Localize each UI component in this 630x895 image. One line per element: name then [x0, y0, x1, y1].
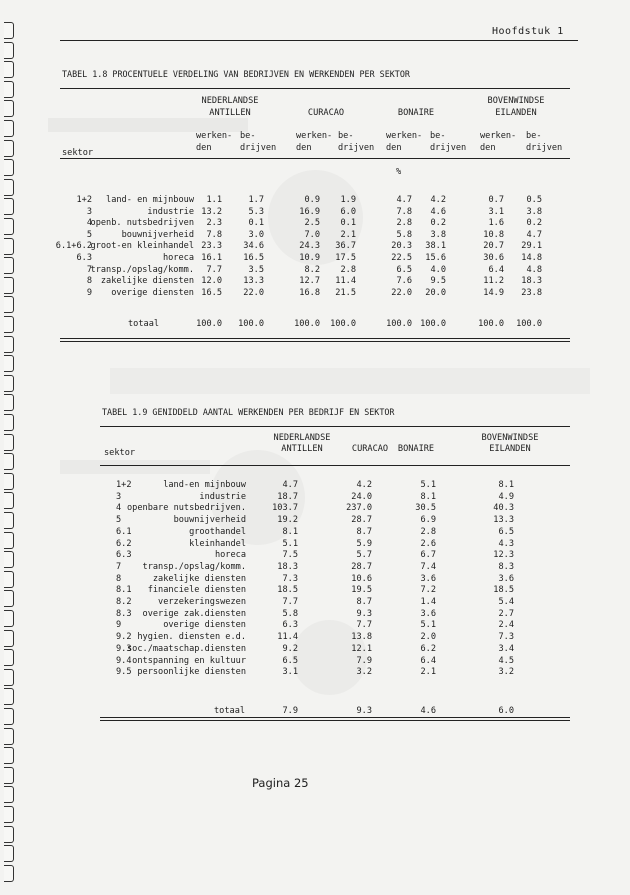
chapter-header: Hoofdstuk 1 — [492, 26, 564, 37]
t2-cell: 4.2 — [356, 480, 372, 490]
table-1-9-title: TABEL 1.9 GENIDDELD AANTAL WERKENDEN PER BEDRIJF EN SEKTOR — [102, 407, 395, 417]
t1-cell: 14.9 — [483, 287, 504, 298]
binder-ring — [4, 688, 14, 705]
binder-ring — [4, 198, 14, 215]
t1-cell: 2.1 — [340, 229, 356, 240]
bleed-through-heading — [48, 118, 248, 132]
t1-row-code: 3 — [86, 206, 92, 217]
t2-row-sektor: land-en mijnbouw — [163, 480, 246, 490]
t1-cell: 7.8 — [396, 206, 412, 217]
t2-cell: 3.6 — [420, 573, 436, 584]
t2-row-sektor: industrie — [199, 491, 246, 502]
t1-subhead-bedrijven: drijven — [526, 143, 563, 153]
t1-cell: 23.8 — [521, 287, 542, 298]
t1-total-cell: 100.0 — [294, 319, 320, 329]
t1-unit: % — [396, 167, 402, 177]
t2-cell: 18.7 — [277, 491, 298, 502]
t1-cell: 22.0 — [391, 287, 412, 298]
t2-cell: 5.1 — [282, 538, 298, 549]
t1-cell: 13.2 — [201, 206, 222, 217]
t1-row-code: 6.3 — [76, 253, 92, 263]
binder-ring — [4, 865, 14, 882]
t1-cell: 2.8 — [396, 218, 412, 229]
t2-cell: 8.1 — [420, 491, 436, 502]
bleed-through-block — [110, 368, 590, 394]
t2-cell: 12.1 — [351, 643, 372, 654]
t1-total-cell: 100.0 — [238, 319, 264, 329]
t2-group-antillen-l2: ANTILLEN — [281, 444, 323, 454]
t1-cell: 22.0 — [243, 287, 264, 298]
t1-cell: 6.4 — [488, 264, 504, 275]
t2-cell: 7.7 — [356, 620, 372, 631]
t1-cell: 29.1 — [521, 241, 542, 252]
t1-cell: 1.6 — [488, 218, 504, 229]
t1-cell: 12.0 — [201, 276, 222, 287]
t1-cell: 4.7 — [396, 195, 412, 205]
t2-row-sektor: groothandel — [189, 526, 246, 537]
t1-cell: 7.7 — [206, 264, 222, 275]
t2-cell: 3.4 — [498, 643, 514, 654]
t2-row-sektor: overige diensten — [163, 620, 246, 631]
t1-cell: 20.7 — [483, 241, 504, 252]
t2-cell: 6.7 — [420, 550, 436, 561]
t2-row-sektor: horeca — [214, 550, 246, 561]
t2-cell: 28.7 — [351, 515, 372, 526]
t2-group-antillen-l1: NEDERLANDSE — [273, 433, 331, 443]
t2-cell: 3.1 — [282, 667, 298, 678]
t1-cell: 30.6 — [483, 253, 504, 263]
t1-row-sektor: horeca — [162, 253, 194, 263]
t2-sektor-label: sektor — [104, 448, 136, 458]
t2-total-label: totaal — [214, 706, 246, 716]
t2-cell: 28.7 — [351, 561, 372, 572]
t2-cell: 2.7 — [498, 608, 514, 619]
t2-row-code: 3 — [116, 491, 122, 502]
t1-cell: 22.5 — [391, 253, 412, 263]
t1-cell: 20.0 — [425, 287, 446, 298]
t1-total-cell: 100.0 — [516, 319, 542, 329]
binder-ring — [4, 492, 14, 509]
t2-cell: 4.9 — [498, 491, 514, 502]
t2-cell: 2.0 — [420, 632, 436, 643]
binder-ring — [4, 434, 14, 451]
t1-cell: 4.2 — [430, 195, 446, 205]
t2-cell: 7.9 — [356, 655, 372, 666]
t2-row-sektor: hygien. diensten e.d. — [137, 632, 246, 643]
t2-row-code: 9.5 — [116, 667, 132, 678]
t1-cell: 10.9 — [299, 253, 320, 263]
t2-cell: 8.7 — [356, 526, 372, 537]
t2-row-code: 8.1 — [116, 585, 132, 596]
t1-group-antillen-l1: NEDERLANDSE — [201, 96, 259, 106]
t1-row-code: 4 — [86, 218, 92, 229]
t2-cell: 10.6 — [351, 573, 372, 584]
t2-cell: 103.7 — [272, 503, 298, 514]
t2-row-sektor: bouwnijverheid — [173, 515, 246, 526]
t1-cell: 4.8 — [526, 264, 542, 275]
t1-group-bovenwindse-l1: BOVENWINDSE — [487, 96, 545, 106]
t1-cell: 11.4 — [335, 276, 356, 287]
t1-sektor-label: sektor — [62, 148, 94, 158]
t2-row-code: 6.3 — [116, 550, 132, 561]
t2-cell: 6.5 — [282, 655, 298, 666]
binder-ring — [4, 316, 14, 333]
t2-row-code: 1+2 — [116, 480, 132, 490]
t1-cell: 6.5 — [396, 264, 412, 275]
t1-total-cell: 100.0 — [330, 319, 356, 329]
t1-row-code: 7 — [86, 264, 92, 275]
header-rule — [60, 40, 578, 41]
t1-row-sektor: overige diensten — [111, 287, 194, 298]
t1-row-code: 9 — [86, 287, 92, 298]
t2-cell: 7.2 — [420, 585, 436, 596]
t2-group-curacao: CURACAO — [351, 444, 389, 454]
t2-row-code: 9.4 — [116, 655, 132, 666]
t1-row-sektor: industrie — [147, 206, 194, 217]
t1-cell: 5.8 — [396, 229, 412, 240]
t1-group-bonaire: BONAIRE — [397, 108, 435, 118]
t2-group-bonaire: BONAIRE — [397, 444, 435, 454]
t1-subhead-bedrijven: be- — [526, 131, 542, 141]
t1-cell: 13.3 — [243, 276, 264, 287]
t1-cell: 3.1 — [488, 206, 504, 217]
t2-cell: 30.5 — [415, 503, 436, 514]
binder-ring — [4, 590, 14, 607]
binder-ring — [4, 512, 14, 529]
t1-group-curacao: CURACAO — [307, 108, 345, 118]
t2-cell: 5.1 — [420, 480, 436, 490]
t2-row-code: 6.2 — [116, 538, 132, 549]
t1-cell: 5.3 — [248, 206, 264, 217]
t2-row-sektor: overige zak.diensten — [142, 608, 246, 619]
t1-total-cell: 100.0 — [420, 319, 446, 329]
binder-ring — [4, 826, 14, 843]
binder-ring — [4, 140, 14, 157]
table-1-9-top-rule — [100, 426, 570, 427]
binder-ring — [4, 61, 14, 78]
t1-subhead-werkenden: den — [296, 143, 312, 153]
t1-group-bovenwindse-l2: EILANDEN — [495, 108, 537, 118]
t2-row-sektor: transp./opslag/komm. — [142, 561, 246, 572]
binder-ring — [4, 532, 14, 549]
binder-ring — [4, 669, 14, 686]
binder-ring — [4, 355, 14, 372]
t1-cell: 15.6 — [425, 253, 446, 263]
t2-cell: 2.4 — [498, 620, 514, 631]
t2-cell: 2.8 — [420, 526, 436, 537]
binder-ring — [4, 473, 14, 490]
t1-total-cell: 100.0 — [196, 319, 222, 329]
binder-ring — [4, 375, 14, 392]
t1-subhead-werkenden: werken- — [386, 131, 423, 141]
t2-row-code: 4 — [116, 503, 122, 514]
t1-cell: 7.0 — [304, 229, 320, 240]
binder-ring — [4, 806, 14, 823]
t1-row-code: 6.1+6.2 — [55, 241, 92, 252]
t1-subhead-bedrijven: be- — [240, 131, 256, 141]
t2-cell: 13.3 — [493, 515, 514, 526]
t1-group-antillen-l2: ANTILLEN — [209, 108, 251, 118]
t1-cell: 16.9 — [299, 206, 320, 217]
t2-cell: 18.5 — [493, 585, 514, 596]
t1-subhead-bedrijven: drijven — [240, 143, 277, 153]
t1-cell: 16.1 — [201, 253, 222, 263]
t1-row-code: 8 — [86, 276, 92, 287]
t2-row-sektor: kleinhandel — [189, 538, 246, 549]
t1-cell: 2.5 — [304, 218, 320, 229]
t1-cell: 4.6 — [430, 206, 446, 217]
t2-total-cell: 9.3 — [356, 706, 372, 716]
t1-row-code: 1+2 — [76, 195, 92, 205]
t2-cell: 7.4 — [420, 561, 436, 572]
binder-ring — [4, 100, 14, 117]
binder-ring — [4, 610, 14, 627]
t2-cell: 8.1 — [498, 480, 514, 490]
t1-row-sektor: land- en mijnbouw — [106, 195, 194, 205]
t1-cell: 12.7 — [299, 276, 320, 287]
t2-cell: 3.6 — [420, 608, 436, 619]
t1-cell: 3.8 — [430, 229, 446, 240]
t1-cell: 0.5 — [526, 195, 542, 205]
t1-subhead-bedrijven: drijven — [338, 143, 375, 153]
t1-row-sektor: groot-en kleinhandel — [90, 241, 194, 252]
t1-row-sektor: openb. nutsbedrijven — [90, 218, 194, 229]
t1-subhead-werkenden: werken- — [196, 131, 233, 141]
t2-cell: 6.3 — [282, 620, 298, 631]
t1-row-sektor: zakelijke diensten — [100, 276, 194, 287]
binder-ring — [4, 296, 14, 313]
t1-cell: 9.5 — [430, 276, 446, 287]
t2-cell: 6.4 — [420, 655, 436, 666]
t1-cell: 6.0 — [340, 206, 356, 217]
t1-subhead-bedrijven: be- — [430, 131, 446, 141]
t1-cell: 3.5 — [248, 264, 264, 275]
t2-cell: 5.7 — [356, 550, 372, 561]
t2-row-sektor: openbare nutsbedrijven. — [127, 503, 246, 514]
binder-ring — [4, 257, 14, 274]
t1-total-cell: 100.0 — [386, 319, 412, 329]
t1-cell: 17.5 — [335, 253, 356, 263]
t2-cell: 237.0 — [346, 503, 372, 514]
binder-ring — [4, 649, 14, 666]
t2-row-sektor: persoonlijke diensten — [137, 667, 246, 678]
binder-rings — [0, 0, 26, 895]
t1-cell: 23.3 — [201, 241, 222, 252]
t1-subhead-werkenden: den — [196, 143, 212, 153]
t1-cell: 16.5 — [201, 287, 222, 298]
t2-cell: 4.5 — [498, 655, 514, 666]
t2-group-bovenwindse-l2: EILANDEN — [489, 444, 531, 454]
t2-cell: 7.3 — [282, 573, 298, 584]
binder-ring — [4, 708, 14, 725]
t1-cell: 1.7 — [248, 195, 264, 205]
t2-cell: 7.7 — [282, 597, 298, 607]
table-1-8-bottom-rule — [60, 338, 570, 342]
t2-cell: 1.4 — [420, 597, 436, 607]
t2-cell: 2.6 — [420, 538, 436, 549]
table-1-8-header-rule — [60, 158, 570, 159]
binder-ring — [4, 22, 14, 39]
t2-row-sektor: zakelijke diensten — [152, 573, 246, 584]
t1-cell: 7.8 — [206, 229, 222, 240]
t1-cell: 16.8 — [299, 287, 320, 298]
t2-row-code: 8.3 — [116, 608, 132, 619]
t1-cell: 38.1 — [425, 241, 446, 252]
t2-row-sektor: financiele diensten — [147, 585, 246, 596]
t2-cell: 4.3 — [498, 538, 514, 549]
t1-cell: 4.7 — [526, 229, 542, 240]
t1-cell: 8.2 — [304, 264, 320, 275]
t2-group-bovenwindse-l1: BOVENWINDSE — [481, 433, 539, 443]
t2-cell: 5.8 — [282, 608, 298, 619]
t2-cell: 24.0 — [351, 491, 372, 502]
t2-row-sektor: soc./maatschap.diensten — [127, 643, 246, 654]
t1-subhead-bedrijven: be- — [338, 131, 354, 141]
binder-ring — [4, 218, 14, 235]
t2-cell: 6.9 — [420, 515, 436, 526]
table-1-8-top-rule — [60, 88, 570, 89]
t2-cell: 11.4 — [277, 632, 298, 643]
t1-subhead-werkenden: werken- — [480, 131, 517, 141]
t2-row-sektor: verzekeringswezen — [158, 597, 246, 607]
t2-row-code: 7 — [116, 561, 122, 572]
t1-cell: 0.1 — [248, 218, 264, 229]
t2-cell: 8.7 — [356, 597, 372, 607]
t2-row-code: 9 — [116, 620, 122, 631]
t1-cell: 16.5 — [243, 253, 264, 263]
t1-cell: 21.5 — [335, 287, 356, 298]
t2-cell: 6.2 — [420, 643, 436, 654]
t1-row-sektor: transp./opslag/komm. — [90, 264, 194, 275]
binder-ring — [4, 571, 14, 588]
t2-cell: 18.3 — [277, 561, 298, 572]
t2-cell: 4.7 — [282, 480, 298, 490]
t1-cell: 0.2 — [430, 218, 446, 229]
binder-ring — [4, 414, 14, 431]
t2-cell: 40.3 — [493, 503, 514, 514]
t2-cell: 7.3 — [498, 632, 514, 643]
t2-row-code: 8.2 — [116, 597, 132, 607]
binder-ring — [4, 238, 14, 255]
binder-ring — [4, 179, 14, 196]
t2-cell: 8.1 — [282, 526, 298, 537]
t2-row-code: 9.2 — [116, 632, 132, 643]
t2-cell: 18.5 — [277, 585, 298, 596]
t1-cell: 0.2 — [526, 218, 542, 229]
binder-ring — [4, 120, 14, 137]
t1-row-code: 5 — [86, 229, 92, 240]
t1-row-sektor: bouwnijverheid — [121, 229, 194, 240]
t2-cell: 5.1 — [420, 620, 436, 631]
binder-ring — [4, 767, 14, 784]
t2-row-code: 8 — [116, 573, 122, 584]
binder-ring — [4, 81, 14, 98]
t1-total-label: totaal — [128, 319, 160, 329]
t2-cell: 3.6 — [498, 573, 514, 584]
t1-subhead-bedrijven: drijven — [430, 143, 467, 153]
t1-cell: 11.2 — [483, 276, 504, 287]
t2-total-cell: 6.0 — [498, 706, 514, 716]
t1-cell: 10.8 — [483, 229, 504, 240]
t2-cell: 8.3 — [498, 561, 514, 572]
t2-row-code: 9.3 — [116, 643, 132, 654]
binder-ring — [4, 747, 14, 764]
t2-row-sektor: ontspanning en kultuur — [132, 655, 246, 666]
t1-cell: 0.7 — [488, 195, 504, 205]
t2-cell: 19.2 — [277, 515, 298, 526]
t2-cell: 2.1 — [420, 667, 436, 678]
t1-cell: 34.6 — [243, 241, 264, 252]
t2-total-cell: 7.9 — [282, 706, 298, 716]
t2-cell: 6.5 — [498, 526, 514, 537]
binder-ring — [4, 728, 14, 745]
t1-cell: 2.8 — [340, 264, 356, 275]
t2-cell: 12.3 — [493, 550, 514, 561]
t1-cell: 2.3 — [206, 218, 222, 229]
t1-cell: 3.8 — [526, 206, 542, 217]
table-1-9-bottom-rule — [100, 717, 570, 721]
t2-row-code: 5 — [116, 515, 122, 526]
t1-cell: 1.9 — [340, 195, 356, 205]
t2-cell: 9.2 — [282, 643, 298, 654]
page-number: Pagina 25 — [252, 776, 309, 790]
t2-cell: 7.5 — [282, 550, 298, 561]
binder-ring — [4, 336, 14, 353]
t1-cell: 1.1 — [206, 195, 222, 205]
t1-cell: 4.0 — [430, 264, 446, 275]
t1-subhead-werkenden: den — [386, 143, 402, 153]
t2-cell: 3.2 — [356, 667, 372, 678]
binder-ring — [4, 630, 14, 647]
t2-cell: 5.4 — [498, 597, 514, 607]
table-1-8-title: TABEL 1.8 PROCENTUELE VERDELING VAN BEDRIJVEN EN WERKENDEN PER SEKTOR — [62, 69, 410, 79]
t1-subhead-werkenden: werken- — [296, 131, 333, 141]
t1-subhead-werkenden: den — [480, 143, 496, 153]
binder-ring — [4, 42, 14, 59]
t1-cell: 36.7 — [335, 241, 356, 252]
t1-cell: 20.3 — [391, 241, 412, 252]
binder-ring — [4, 394, 14, 411]
t1-cell: 0.1 — [340, 218, 356, 229]
t1-cell: 7.6 — [396, 276, 412, 287]
bleed-through-block-2 — [60, 460, 210, 474]
t2-total-cell: 4.6 — [420, 706, 436, 716]
binder-ring — [4, 159, 14, 176]
binder-ring — [4, 786, 14, 803]
t1-cell: 18.3 — [521, 276, 542, 287]
t2-cell: 5.9 — [356, 538, 372, 549]
t1-total-cell: 100.0 — [478, 319, 504, 329]
t2-cell: 9.3 — [356, 608, 372, 619]
t1-cell: 24.3 — [299, 241, 320, 252]
t2-cell: 13.8 — [351, 632, 372, 643]
binder-ring — [4, 845, 14, 862]
t1-cell: 3.0 — [248, 229, 264, 240]
t1-cell: 0.9 — [304, 195, 320, 205]
table-1-9-header-rule — [100, 465, 570, 466]
binder-ring — [4, 277, 14, 294]
binder-ring — [4, 453, 14, 470]
t2-cell: 3.2 — [498, 667, 514, 678]
t2-cell: 19.5 — [351, 585, 372, 596]
t2-row-code: 6.1 — [116, 526, 132, 537]
t1-cell: 14.8 — [521, 253, 542, 263]
binder-ring — [4, 551, 14, 568]
